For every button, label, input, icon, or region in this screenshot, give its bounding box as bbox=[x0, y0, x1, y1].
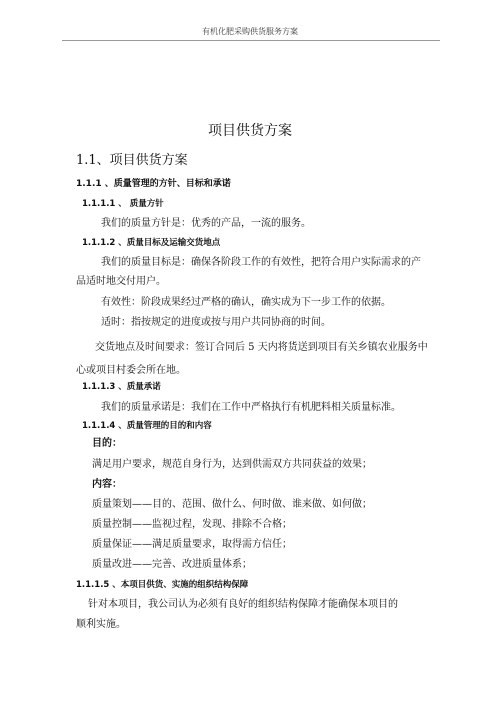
paragraph-delivery-line1: 交货地点及时间要求：签订合同后 5 天内将货送到项目有关乡镇农业服务中 bbox=[95, 342, 428, 353]
section-heading-1-1-1-5: 1.1.1.5 、本项目供货、实施的组织结构保障 bbox=[76, 580, 249, 590]
paragraph-purpose: 满足用户要求，规范自身行为，达到供需双方共同获益的效果； bbox=[92, 459, 372, 470]
paragraph-quality-policy: 我们的质量方针是：优秀的产品，一流的服务。 bbox=[101, 218, 311, 229]
label-content: 内容： bbox=[92, 479, 122, 490]
paragraph-timeliness: 适时：指按规定的进度或按与用户共同协商的时间。 bbox=[101, 317, 331, 328]
paragraph-quality-goal-line2: 品适时地交付用户。 bbox=[76, 276, 166, 287]
paragraph-quality-goal-line1: 我们的质量目标是：确保各阶段工作的有效性，把符合用户实际需求的产 bbox=[101, 257, 421, 268]
document-title: 项目供货方案 bbox=[208, 123, 292, 139]
running-header: 有机化肥采购供货服务方案 bbox=[202, 27, 298, 36]
paragraph-quality-control: 质量控制——监视过程，发现、排除不合格； bbox=[92, 519, 292, 530]
paragraph-quality-planning: 质量策划——目的、范围、做什么、何时做、谁来做、如何做； bbox=[92, 499, 372, 510]
paragraph-org-structure-line1: 针对本项目，我公司认为必须有良好的组织结构保障才能确保本项目的 bbox=[88, 599, 398, 610]
label-purpose: 目的： bbox=[92, 438, 122, 449]
section-heading-1-1-1-4: 1.1.1.4 、质量管理的目的和内容 bbox=[82, 421, 212, 431]
section-heading-1-1-1: 1.1.1 、质量管理的方针、目标和承诺 bbox=[76, 179, 231, 189]
section-heading-1-1-1-1: 1.1.1.1 、 质量方针 bbox=[82, 199, 164, 209]
paragraph-effectiveness: 有效性：阶段成果经过严格的确认，确实成为下一步工作的依据。 bbox=[101, 297, 391, 308]
section-heading-1-1-1-2: 1.1.1.2 、质量目标及运输交货地点 bbox=[82, 238, 221, 248]
paragraph-quality-assurance: 质量保证——满足质量要求，取得需方信任； bbox=[92, 539, 292, 550]
paragraph-org-structure-line2: 顺利实施。 bbox=[76, 619, 126, 630]
section-heading-1-1: 1.1、项目供货方案 bbox=[76, 153, 188, 168]
paragraph-quality-promise: 我们的质量承诺是：我们在工作中严格执行有机肥料相关质量标准。 bbox=[101, 402, 401, 413]
paragraph-delivery-line2: 心或项目村委会所在地。 bbox=[76, 365, 186, 376]
paragraph-quality-improvement: 质量改进——完善、改进质量体系； bbox=[92, 559, 252, 570]
section-heading-1-1-1-3: 1.1.1.3 、质量承诺 bbox=[82, 382, 161, 392]
header-rule bbox=[62, 40, 440, 41]
